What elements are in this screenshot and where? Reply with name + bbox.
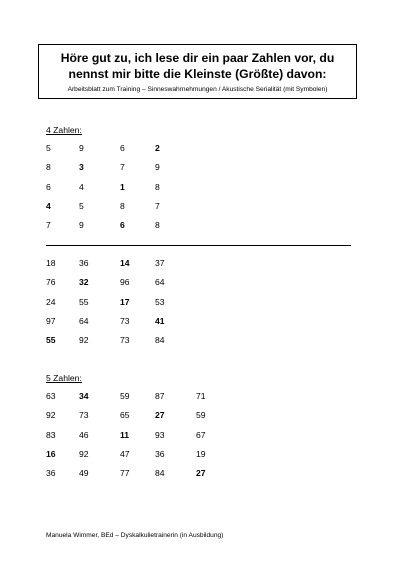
number: 67: [196, 429, 206, 440]
number: 8: [120, 200, 125, 211]
highlighted-number: 1: [120, 181, 125, 192]
worksheet-title: Höre gut zu, ich lese dir ein paar Zahlen vor, du nennst mir bitte die Kleinste (Größte) davon:: [60, 51, 335, 81]
number: 64: [79, 315, 89, 326]
highlighted-number: 34: [79, 391, 89, 401]
number: 46: [79, 429, 89, 440]
highlighted-number: 55: [46, 335, 56, 346]
number: 53: [155, 296, 165, 307]
number: 55: [79, 296, 89, 307]
number: 19: [196, 448, 206, 459]
number: 7: [120, 162, 125, 173]
number: 97: [46, 315, 56, 326]
highlighted-number: 32: [79, 277, 89, 288]
highlighted-number: 14: [120, 258, 130, 268]
section-heading-four-numbers: 4 Zahlen:: [46, 125, 82, 135]
highlighted-number: 3: [79, 162, 84, 173]
number: 84: [155, 335, 165, 346]
number: 71: [196, 391, 206, 401]
number: 8: [46, 162, 51, 173]
number: 59: [196, 410, 206, 421]
number: 6: [120, 143, 125, 153]
highlighted-number: 6: [120, 220, 125, 231]
section-heading-five-numbers: 5 Zahlen:: [46, 373, 82, 383]
number: 5: [79, 200, 84, 211]
number: 77: [120, 468, 130, 479]
number: 65: [120, 410, 130, 421]
number: 9: [155, 162, 160, 173]
number: 84: [155, 468, 165, 479]
section-divider: [46, 245, 351, 246]
highlighted-number: 17: [120, 296, 130, 307]
worksheet-footer: Manuela Wimmer, BEd – Dyskalkulietrainerin (in Ausbildung): [46, 532, 224, 539]
number: 24: [46, 296, 56, 307]
number: 7: [46, 220, 51, 231]
number: 36: [46, 468, 56, 479]
highlighted-number: 4: [46, 200, 51, 211]
number: 64: [155, 277, 165, 288]
worksheet-header-box: [38, 44, 357, 99]
number: 73: [79, 410, 89, 421]
number: 59: [120, 391, 130, 401]
number: 96: [120, 277, 130, 288]
number: 37: [155, 258, 165, 268]
number: 92: [79, 335, 89, 346]
highlighted-number: 16: [46, 448, 56, 459]
number: 7: [155, 200, 160, 211]
number: 49: [79, 468, 89, 479]
number: 5: [46, 143, 51, 153]
number: 4: [79, 181, 84, 192]
highlighted-number: 27: [155, 410, 165, 421]
number: 92: [46, 410, 56, 421]
number: 9: [79, 143, 84, 153]
highlighted-number: 2: [155, 143, 160, 153]
number: 87: [155, 391, 165, 401]
highlighted-number: 41: [155, 315, 165, 326]
number: 36: [79, 258, 89, 268]
number: 8: [155, 181, 160, 192]
number: 63: [46, 391, 56, 401]
worksheet-subtitle: Arbeitsblatt zum Training – Sinneswahrnehmungen / Akustische Serialität (mit Symbolen): [67, 86, 328, 93]
highlighted-number: 11: [120, 429, 130, 440]
number: 18: [46, 258, 56, 268]
highlighted-number: 27: [196, 468, 206, 479]
number: 8: [155, 220, 160, 231]
number: 83: [46, 429, 56, 440]
number: 47: [120, 448, 130, 459]
number: 9: [79, 220, 84, 231]
number: 73: [120, 335, 130, 346]
number: 92: [79, 448, 89, 459]
number: 73: [120, 315, 130, 326]
number: 93: [155, 429, 165, 440]
number: 36: [155, 448, 165, 459]
number: 6: [46, 181, 51, 192]
number: 76: [46, 277, 56, 288]
